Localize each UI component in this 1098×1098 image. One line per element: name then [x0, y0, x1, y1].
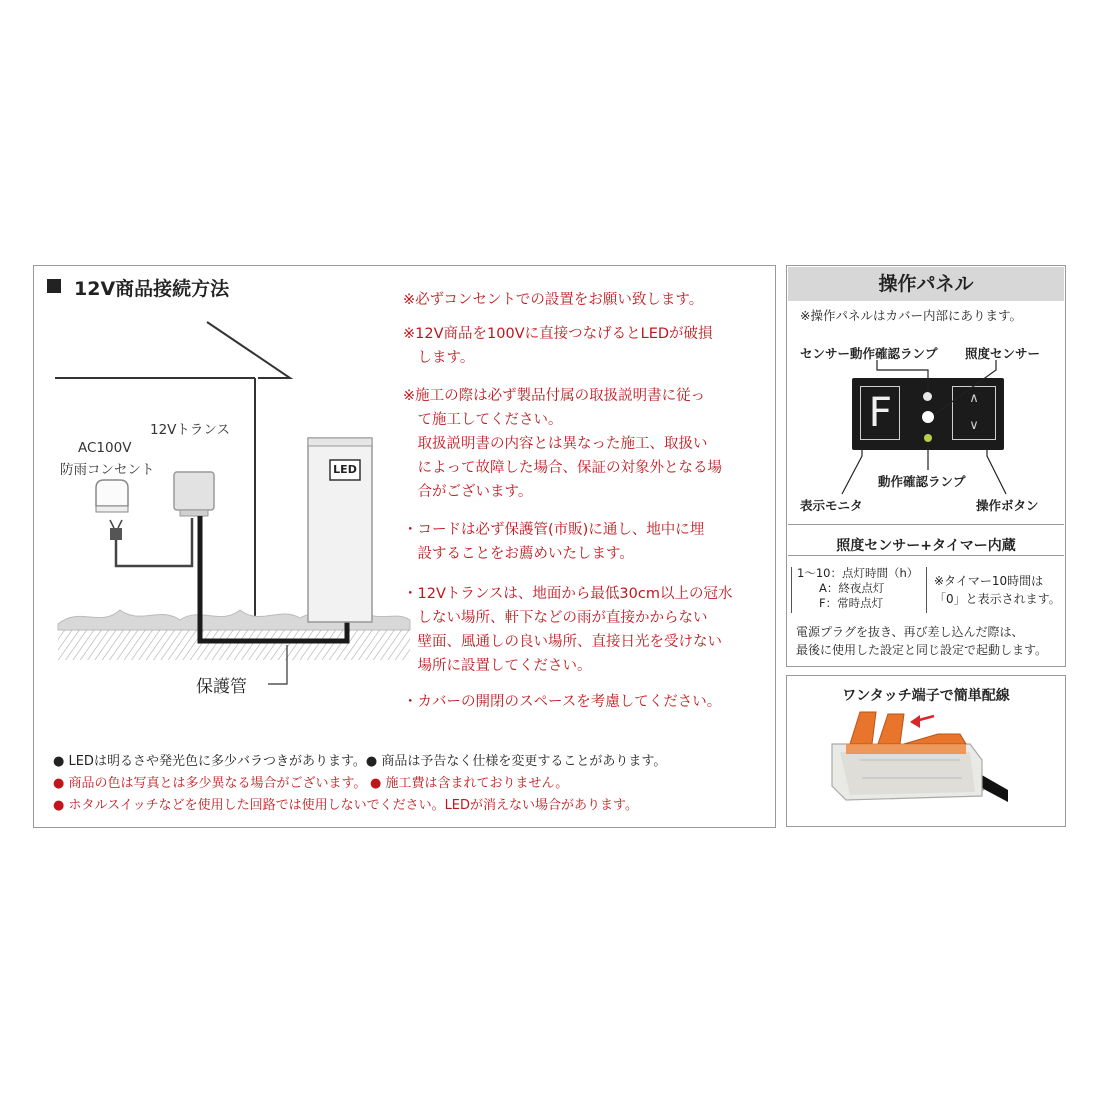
outlet-body — [96, 480, 128, 506]
label-display-monitor: 表示モニタ — [800, 498, 863, 513]
timer-note-2: 「0」と表示されます。 — [934, 592, 1061, 606]
footnote-1: ● LEDは明るさや発光色に多少バラつきがあります。● 商品は予告なく仕様を変更することがあります。 — [53, 754, 667, 769]
one-touch-terminal-title: ワンタッチ端子で簡単配線 — [842, 688, 1010, 704]
footnote-2a: ● 商品の色は写真とは多少異なる場合がございます。 — [53, 776, 367, 791]
divider — [788, 524, 1064, 525]
operation-panel-subtitle: ※操作パネルはカバー内部にあります。 — [800, 308, 1022, 323]
transformer-label: 12Vトランス — [150, 422, 231, 438]
label-light-sensor: 照度センサー — [965, 346, 1041, 361]
transformer-box — [174, 472, 214, 510]
label-sensor-lamp: センサー動作確認ランプ — [800, 346, 938, 361]
label-action-lamp: 動作確認ランプ — [878, 474, 966, 489]
conduit-label: 保護管 — [196, 677, 247, 697]
footnote-2b: ● 施工費は含まれておりません。 — [370, 776, 569, 791]
note-4: ・コードは必ず保護管(市販)に通し、地中に埋 設することをお薦めいたします。 — [403, 522, 705, 562]
ground-hatch — [58, 630, 410, 660]
button-down-icon[interactable]: ∨ — [969, 418, 979, 433]
mode-list: 1〜10：点灯時間（h） A：終夜点灯 F：常時点灯 — [797, 566, 919, 610]
operation-panel-title: 操作パネル — [878, 273, 974, 295]
installation-diagram — [45, 310, 425, 710]
divider — [788, 555, 1064, 556]
lever-1 — [850, 712, 876, 744]
plug — [110, 528, 122, 540]
power-cord — [116, 518, 192, 566]
outlet-label-2: 防雨コンセント — [60, 462, 155, 478]
label-operation-button: 操作ボタン — [976, 498, 1039, 513]
lever-3 — [904, 734, 966, 744]
terminal-connector-illustration — [800, 705, 1040, 817]
footnote-3: ● ホタルスイッチなどを使用した回路では使用しないでください。LEDが消えない場合があります。 — [53, 798, 638, 813]
note-3: ※施工の際は必ず製品付属の取扱説明書に従っ て施工してください。 取扱説明書の内容とは異なった施工、取扱い によって故障した場合、保証の対象外となる場 合がございます。 — [403, 388, 722, 500]
connection-method-title: 12V商品接続方法 — [74, 278, 230, 300]
outlet-label-1: AC100V — [78, 440, 132, 456]
timer-note-1: ※タイマー10時間は — [934, 574, 1044, 588]
note-1: ※必ずコンセントでの設置をお願い致します。 — [403, 292, 704, 308]
title-square-icon — [47, 279, 61, 293]
restart-note-2: 最後に使用した設定と同じ設定で起動します。 — [796, 643, 1048, 657]
roof-line — [207, 322, 290, 378]
display-char: F — [867, 390, 893, 436]
feature-title: 照度センサー+タイマー内蔵 — [836, 538, 1016, 554]
note-2: ※12V商品を100Vに直接つなげるとLEDが破損 します。 — [403, 326, 713, 366]
note-5: ・12Vトランスは、地面から最低30cm以上の冠水 しない場所、軒下などの雨が直接かからない 壁面、風通しの良い場所、直接日光を受けない 場所に設置してください。 — [403, 586, 733, 674]
restart-note-1: 電源プラグを抜き、再び差し込んだ際は、 — [796, 625, 1024, 639]
led-label: LED — [333, 463, 357, 476]
button-up-icon[interactable]: ∧ — [969, 391, 979, 406]
note-6: ・カバーの開閉のスペースを考慮してください。 — [403, 694, 722, 710]
lever-2 — [878, 714, 904, 744]
